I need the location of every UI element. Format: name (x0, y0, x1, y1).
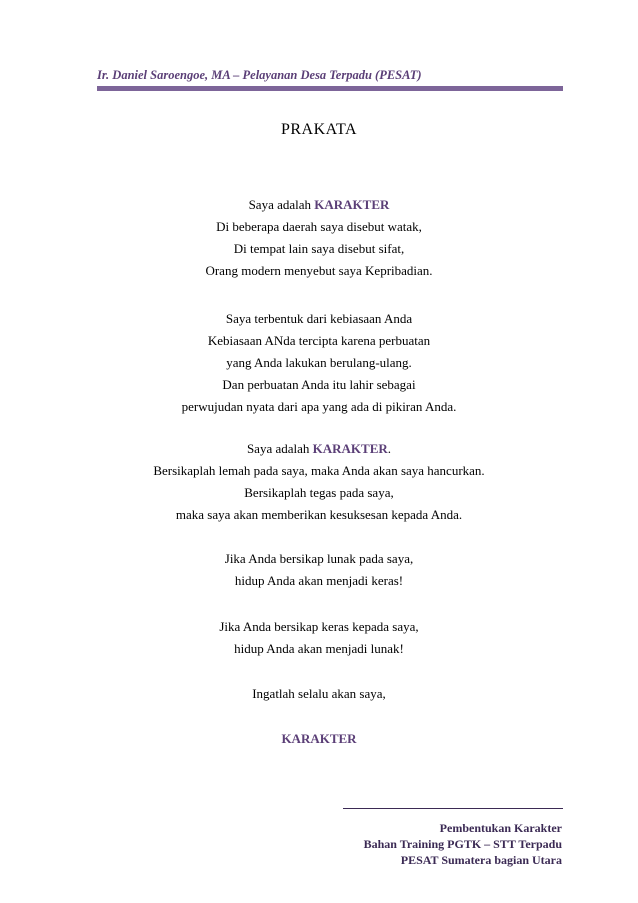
poem-line: Bersikaplah tegas pada saya, (244, 485, 394, 500)
poem-line: maka saya akan memberikan kesuksesan kepada Anda. (175, 507, 463, 522)
poem-line: Saya terbentuk dari kebiasaan Anda (225, 311, 413, 326)
poem-text: Saya adalah (246, 441, 313, 456)
footer-line: Bahan Training PGTK – STT Terpadu (363, 837, 562, 851)
footer-line: PESAT Sumatera bagian Utara (400, 853, 562, 867)
footer-divider (343, 808, 563, 809)
poem-line: Bersikaplah lemah pada saya, maka Anda akan saya hancurkan. (153, 463, 485, 478)
poem-line (0, 441, 638, 457)
running-header: Ir. Daniel Saroengoe, MA – Pelayanan Desa Terpadu (PESAT) (97, 68, 422, 82)
poem-line: perwujudan nyata dari apa yang ada di pikiran Anda. (181, 399, 457, 414)
poem-line: Kebiasaan ANda tercipta karena perbuatan (207, 333, 431, 348)
poem-line (0, 197, 638, 213)
poem-line: Di beberapa daerah saya disebut watak, (216, 219, 422, 234)
poem-text: . (387, 441, 392, 456)
poem-line: Jika Anda bersikap lunak pada saya, (224, 551, 414, 566)
poem-line: yang Anda lakukan berulang-ulang. (226, 355, 412, 370)
header-divider (97, 86, 563, 91)
poem-line: Ingatlah selalu akan saya, (252, 686, 386, 701)
poem-line: hidup Anda akan menjadi keras! (234, 573, 404, 588)
footer-line: Pembentukan Karakter (439, 821, 562, 835)
keyword-karakter: KARAKTER (312, 441, 388, 456)
keyword-karakter: KARAKTER (314, 197, 390, 212)
poem-line: Jika Anda bersikap keras kepada saya, (219, 619, 419, 634)
page-title: PRAKATA (280, 121, 357, 138)
poem-line: Di tempat lain saya disebut sifat, (233, 241, 405, 256)
closing-keyword (0, 731, 638, 747)
poem-line: Orang modern menyebut saya Kepribadian. (205, 263, 433, 278)
poem-line: hidup Anda akan menjadi lunak! (234, 641, 404, 656)
keyword-karakter: KARAKTER (281, 731, 357, 746)
poem-text: Saya adalah (248, 197, 315, 212)
poem-line: Dan perbuatan Anda itu lahir sebagai (222, 377, 416, 392)
